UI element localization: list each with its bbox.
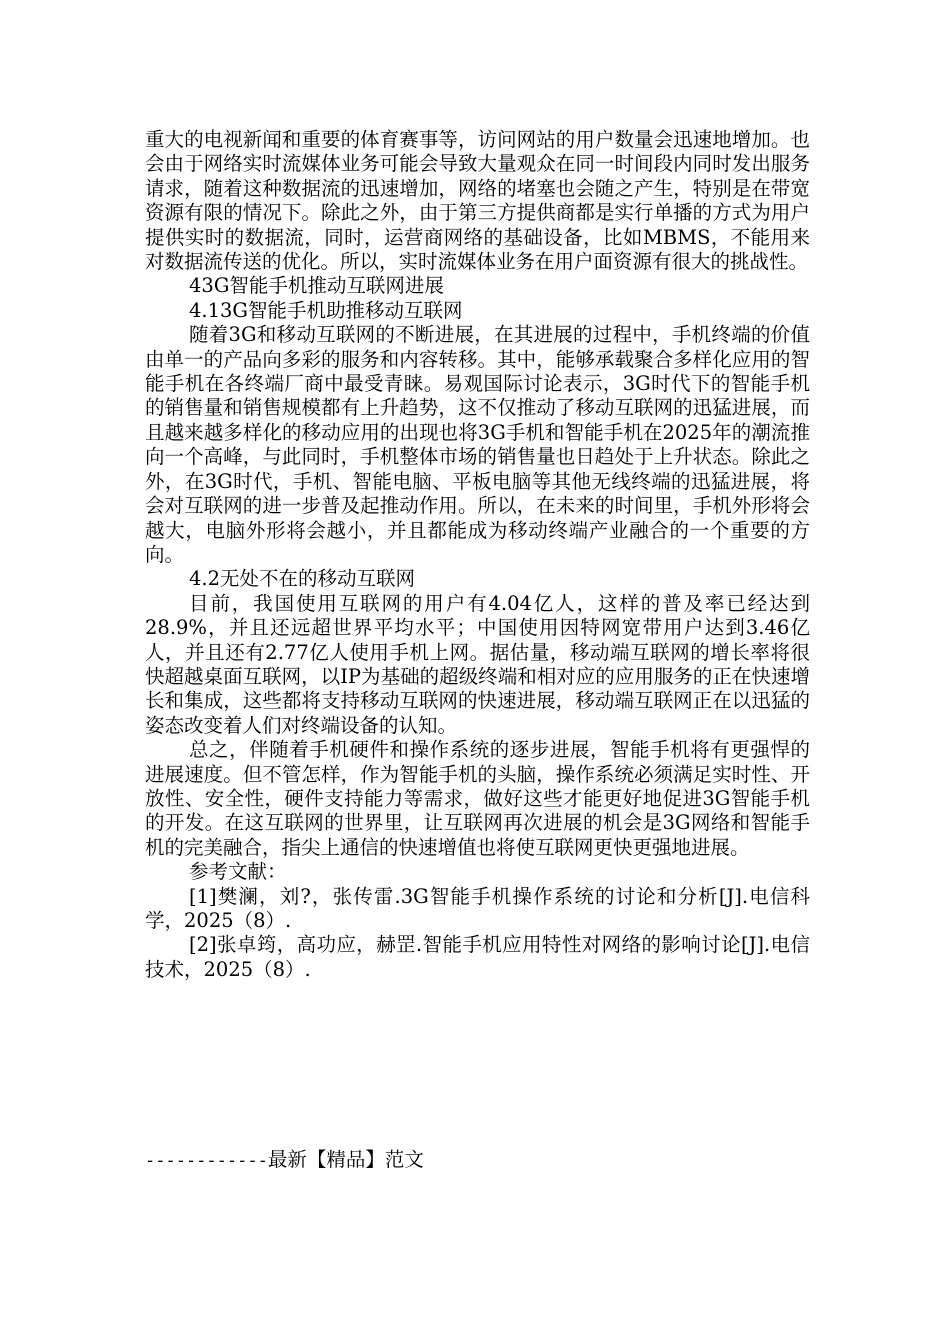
references-title: 参考文献： — [189, 860, 287, 884]
subsection-heading-4-1: 4.13G智能手机助推移动互联网 — [189, 298, 463, 322]
reference-item-2: [2]张卓筠，高功应，赫罡.智能手机应用特性对网络的影响讨论[J].电信技术，2025（8）. — [145, 933, 810, 981]
subsection-heading-4-2: 4.2无处不在的移动互联网 — [189, 567, 416, 591]
paragraph-smartphone-growth: 随着3G和移动互联网的不断进展，在其进展的过程中，手机终端的价值由单一的产品向多彩的服务和内容转移。其中，能够承载聚合多样化应用的智能手机在各终端厂商中最受青睐。易观国际讨论表示，3G时代下的智能手机的销售量和销售规模都有上升趋势，这不仅推动了移动互联网的迅猛进展，而且越来越多样化的移动应用的出现也将3G手机和智能手机在2025年的潮流推向一个高峰，与此同时，手机整体市场的销售量也日趋处于上升状态。除此之外，在3G时代，手机、智能电脑、平板电脑等其他无线终端的迅猛进展，将会对互联网的进一步普及起推动作用。所以，在未来的时间里，手机外形将会越大，电脑外形将会越小，并且都能成为移动终端产业融合的一个重要的方向。 — [145, 323, 810, 566]
page-footer — [145, 1148, 424, 1173]
reference-item-1: [1]樊澜，刘?，张传雷.3G智能手机操作系统的讨论和分析[J].电信科学，2025（8）. — [145, 884, 810, 932]
paragraph-streaming-challenges: 重大的电视新闻和重要的体育赛事等，访问网站的用户数量会迅速地增加。也会由于网络实时流媒体业务可能会导致大量观众在同一时间段内同时发出服务请求，随着这种数据流的迅速增加，网络的堵塞也会随之产生，特别是在带宽资源有限的情况下。除此之外，由于第三方提供商都是实行单播的方式为用户提供实时的数据流，同时，运营商网络的基础设备，比如MBMS，不能用来对数据流传送的优化。所以，实时流媒体业务在用户面资源有很大的挑战性。 — [145, 128, 810, 274]
section-heading-4: 43G智能手机推动互联网进展 — [189, 274, 444, 298]
paragraph-conclusion: 总之，伴随着手机硬件和操作系统的逐步进展，智能手机将有更强悍的进展速度。但不管怎样，作为智能手机的头脑，操作系统必须满足实时性、开放性、安全性，硬件支持能力等需求，做好这些才能更好地促进3G智能手机的开发。在这互联网的世界里，让互联网再次进展的机会是3G网络和智能手机的完美融合，指尖上通信的快速增值也将使互联网更快更强地进展。 — [145, 738, 810, 859]
footer-dashes: ------------ — [145, 1151, 268, 1171]
document-body — [145, 128, 810, 982]
paragraph-mobile-internet-stats: 目前，我国使用互联网的用户有4.04亿人，这样的普及率已经达到28.9%，并且还远超世界平均水平；中国使用因特网宽带用户达到3.46亿人，并且还有2.77亿人使用手机上网。据估量，移动端互联网的增长率将很快超越桌面互联网，以IP为基础的超级终端和相对应的应用服务的正在快速增长和集成，这些都将支持移动互联网的快速进展，移动端互联网正在以迅猛的姿态改变着人们对终端设备的认知。 — [145, 591, 810, 737]
footer-text: 最新【精品】范文 — [267, 1148, 424, 1171]
